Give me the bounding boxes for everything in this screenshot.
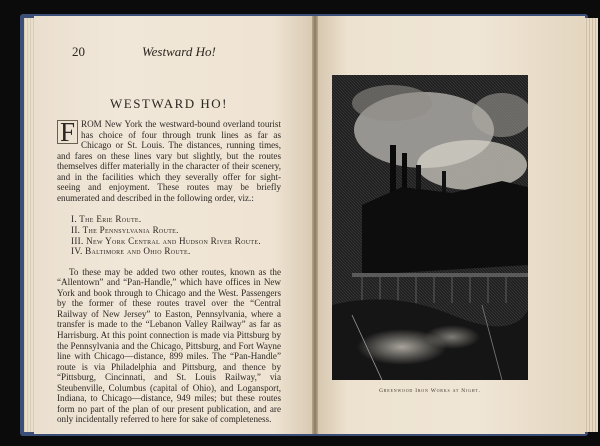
drop-cap: F	[57, 120, 78, 144]
running-head: Westward Ho!	[142, 44, 216, 59]
route-item: IV. Baltimore and Ohio Route.	[71, 246, 191, 257]
route-list	[71, 214, 281, 256]
night-iron-works-engraving	[332, 75, 528, 380]
route-item: III. New York Central and Hudson River Route.	[71, 235, 261, 246]
chapter-title: WESTWARD HO!	[109, 96, 228, 111]
book-gutter	[312, 16, 318, 434]
paragraph-2: To these may be added two other routes, known as the “Allentown” and “Pan-Handle,” which have offices in New York and book through to Chicago and the West. Passengers by the former of these routes travel over the “Central Railway of New Jersey” to Easton, Pennsylvania, where a transfer is made to the “Lebanon Valley Railway” as far as Harrisburg. At this point connection is made via Pittsburg by the Pennsylvania and the Chicago, Pittsburg, and Fort Wayne line with Chicago—distance, 899 miles. The “Pan-Handle” route is via Philadelphia and Pittsburg, and thence by “Pittsburg, Cincinnati, and St. Louis Railway,” via Steubenville, Columbus (capital of Ohio), and Logansport, Indiana, to Chicago—distance, 949 miles; but these routes form no part of the plan of our present publication, and are only incidentally referred to here for sake of completeness.	[57, 266, 281, 425]
page-header	[72, 44, 272, 60]
route-item: II. The Pennsylvania Route.	[71, 224, 179, 235]
engraving-illustration	[332, 75, 528, 380]
route-item: I. The Erie Route.	[71, 214, 142, 225]
plate-caption: Greenwood Iron Works at Night.	[379, 388, 481, 394]
paragraph-1	[57, 119, 281, 203]
body-text	[57, 119, 281, 425]
paragraph-1-text: ROM New York the westward-bound overland tourist has choice of four through trunk lines as far as Chicago or St. Louis. The distances, running times, and fares on these lines vary but slightly, but the routes themselves differ materially in the character of their scenery, and in the facilities which they severally offer for sight-seeing and enjoyment. These routes may be briefly enumerated and described in the following order, viz.:	[57, 119, 281, 203]
page-number: 20	[72, 44, 85, 59]
